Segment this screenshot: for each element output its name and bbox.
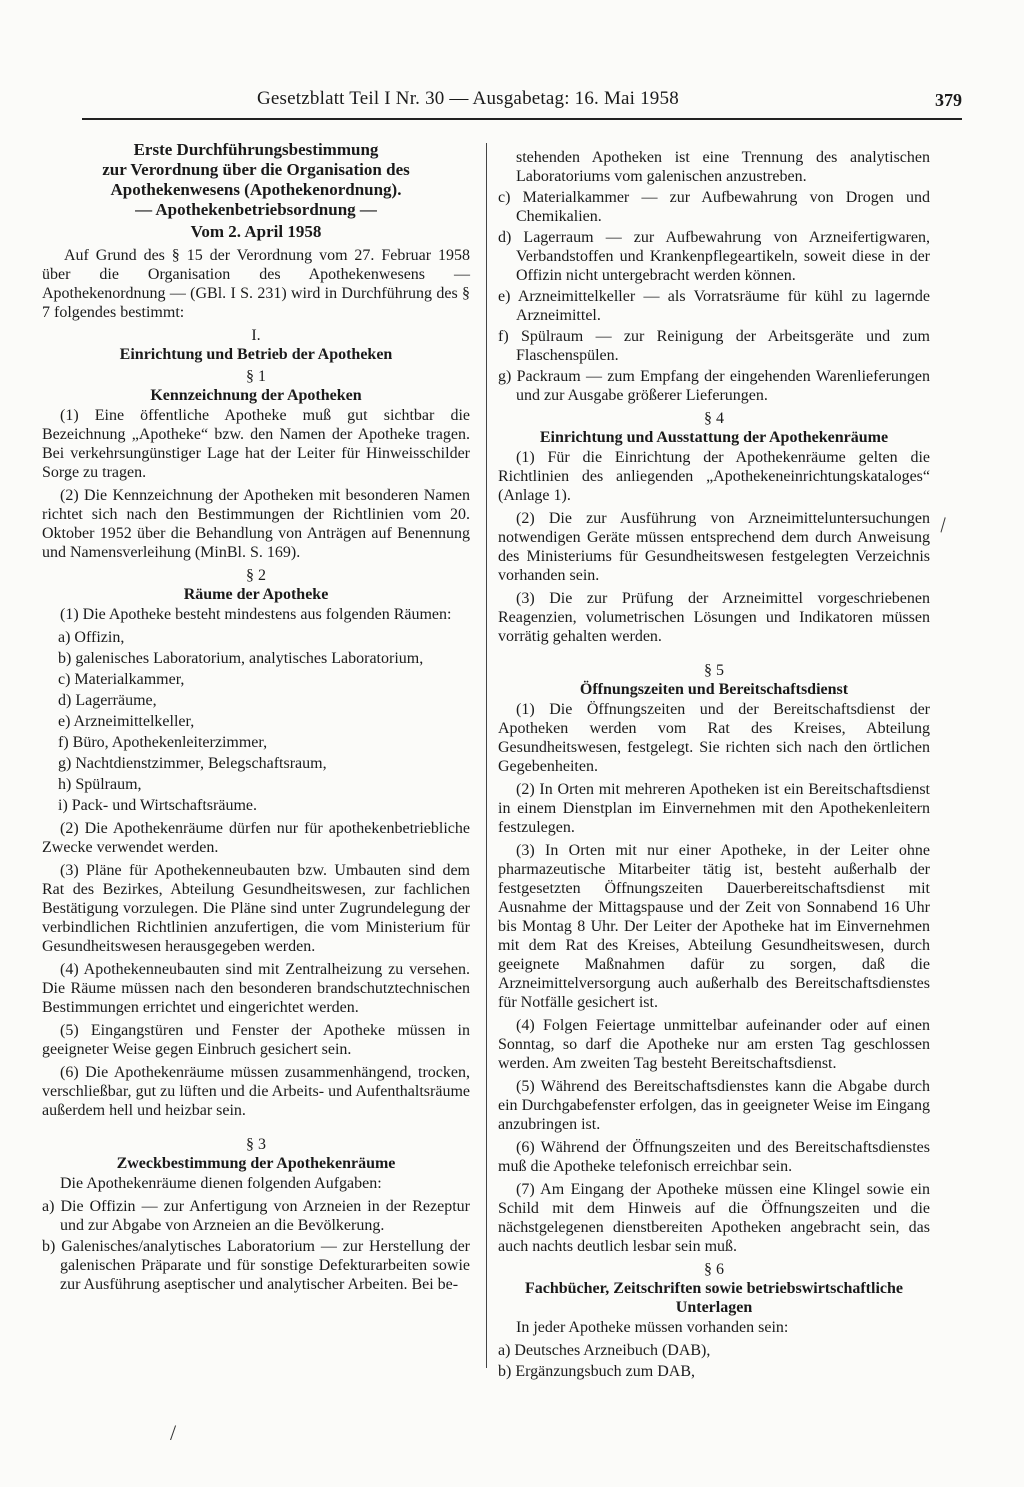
section-1-heading: Kennzeichnung der Apotheken <box>150 387 362 404</box>
margin-mark: \ <box>933 512 954 537</box>
column-divider <box>486 143 487 1368</box>
section-6-heading: Fachbücher, Zeitschriften sowie betriebswirtschaftliche Unterlagen <box>524 1280 903 1316</box>
list-item: c) Materialkammer — zur Aufbewahrung von Drogen und Chemikalien. <box>498 189 930 225</box>
page-header <box>82 88 962 120</box>
section-1-para-2: (2) Die Kennzeichnung der Apotheken mit besonderen Namen richtet sich nach den Bestimmungen der Richtlinien vom 20. Oktober 1952 über die Behandlung von Anträgen auf Benennung und Namensverleihung (MinBl. S. 169). <box>42 487 470 561</box>
list-item: i) Pack- und Wirtschaftsräume. <box>58 797 257 814</box>
section-3-heading: Zweckbestimmung der Apothekenräume <box>116 1155 396 1172</box>
list-item: a) Die Offizin — zur Anfertigung von Arzneien in der Rezeptur und zur Abgabe von Arzneien an die Bevölkerung. <box>42 1198 470 1234</box>
title-line-4: — Apothekenbetriebsordnung — <box>135 200 377 219</box>
section-5-para-6: (6) Während der Öffnungszeiten und des Bereitschaftsdienstes muß die Apotheke telefonisch erreichbar sein. <box>498 1139 930 1175</box>
section-5-para-5: (5) Während des Bereitschaftsdienstes kann die Abgabe durch ein Durchgabefenster erfolgen, das in geeigneter Weise im Eingang anzubringen ist. <box>498 1078 930 1133</box>
section-2-para-3: (3) Pläne für Apothekenneubauten bzw. Umbauten sind dem Rat des Bezirkes, Abteilung Gesundheitswesen, zur fachlichen Bestätigung vorzulegen. Die Pläne sind unter Zugrundelegung der verbindlichen Richtlinien anzufertigen, die vom Ministerium für Gesundheitswesen herausgegeben werden. <box>42 862 470 955</box>
section-5-number: § 5 <box>704 662 724 679</box>
list-item: a) Deutsches Arzneibuch (DAB), <box>498 1342 711 1359</box>
list-item: g) Nachtdienstzimmer, Belegschaftsraum, <box>58 755 327 772</box>
section-2-para-6: (6) Die Apothekenräume müssen zusammenhängend, trocken, verschließbar, gut zu lüften und die Arbeits- und Aufenthaltsräume außerdem hell und heizbar sein. <box>42 1064 470 1119</box>
list-item: e) Arzneimittelkeller — als Vorratsräume für kühl zu lagernde Arzneimittel. <box>498 288 930 324</box>
section-2-number: § 2 <box>246 567 266 584</box>
section-4-para-3: (3) Die zur Prüfung der Arzneimittel vorgeschriebenen Reagenzien, volumetrischen Lösungen und Indikatoren müssen vorrätig gehalten werden. <box>498 590 930 645</box>
section-4-para-2: (2) Die zur Ausführung von Arzneimitteluntersuchungen notwendigen Geräte müssen entsprechend dem durch Anweisung des Ministeriums für Gesundheitswesen festgelegten Verzeichnis vorhanden sein. <box>498 510 930 584</box>
section-5-para-3: (3) In Orten mit nur einer Apotheke, in der Leiter ohne pharmazeutische Mitarbeiter tätig ist, besteht außerhalb der festgesetzten Öffnungszeiten Dauerbereitschaftsdienst mit Ausnahme der Mittagspause und der Zeit von Sonnabend 16 Uhr bis Montag 8 Uhr. Der Leiter der Apotheke hat im Einvernehmen mit dem Rat des Kreises, Abteilung Gesundheitswesen, durch geeignete Maßnahmen dafür zu sorgen, daß die Arzneimittelversorgung auch außerhalb des Bereitschaftsdienstes für Notfälle gesichert ist. <box>498 842 930 1011</box>
section-3-list-left <box>42 1197 470 1294</box>
section-6-list <box>498 1341 930 1381</box>
list-item: b) Ergänzungsbuch zum DAB, <box>498 1363 695 1380</box>
margin-mark: / <box>170 1420 177 1445</box>
list-item: f) Büro, Apothekenleiterzimmer, <box>58 734 268 751</box>
title-line-3: Apothekenwesens (Apothekenordnung). <box>110 180 402 199</box>
section-5-para-4: (4) Folgen Feiertage unmittelbar aufeinander oder auf einen Sonntag, so darf die Apotheke nur am ersten Tag geschlossen werden. Am zweiten Tag besteht Bereitschaftsdienst. <box>498 1017 930 1072</box>
section-6-number: § 6 <box>704 1261 724 1278</box>
section-4-number: § 4 <box>704 410 724 427</box>
list-item: f) Spülraum — zur Reinigung der Arbeitsgeräte und zum Flaschenspülen. <box>498 328 930 364</box>
header-title: Gesetzblatt Teil I Nr. 30 — Ausgabetag: 16. Mai 1958 <box>257 88 679 109</box>
section-6-intro: In jeder Apotheke müssen vorhanden sein: <box>516 1319 789 1336</box>
list-item: a) Offizin, <box>58 629 125 646</box>
list-item: g) Packraum — zum Empfang der eingehenden Warenlieferungen und zur Ausgabe größerer Lieferungen. <box>498 368 930 404</box>
title-line-2: zur Verordnung über die Organisation des <box>102 160 410 179</box>
section-5-para-2: (2) In Orten mit mehreren Apotheken ist ein Bereitschaftsdienst in einem Dienstplan im Einvernehmen mit den Apothekenleitern festzulegen. <box>498 781 930 836</box>
list-item-continuation: stehenden Apotheken ist eine Trennung des analytischen Laboratoriums vom galenischen anzustreben. <box>516 149 930 185</box>
section-4-heading: Einrichtung und Ausstattung der Apothekenräume <box>539 429 889 446</box>
section-3-number: § 3 <box>246 1136 266 1153</box>
room-list <box>42 628 470 815</box>
section-3-intro: Die Apothekenräume dienen folgenden Aufgaben: <box>60 1175 382 1192</box>
section-5-heading: Öffnungszeiten und Bereitschaftsdienst <box>579 681 849 698</box>
list-item: h) Spülraum, <box>58 776 142 793</box>
list-item: e) Arzneimittelkeller, <box>58 713 195 730</box>
section-5-para-7: (7) Am Eingang der Apotheke müssen eine Klingel sowie ein Schild mit dem Hinweis auf die Öffnungszeiten und die nächstgelegenen dienstbereiten Apotheken angebracht sein, das auch nachts deutlich lesbar sein muß. <box>498 1181 930 1255</box>
section-2-para-5: (5) Eingangstüren und Fenster der Apotheke müssen in geeigneter Weise gegen Einbruch gesichert sein. <box>42 1022 470 1058</box>
section-3-list-right <box>498 148 930 405</box>
title-line-1: Erste Durchführungsbestimmung <box>133 140 379 159</box>
intro-paragraph: Auf Grund des § 15 der Verordnung vom 27. Februar 1958 über die Organisation des Apothekenwesens — Apothekenordnung — (GBl. I S. 231) wird in Durchführung des § 7 folgendes bestimmt: <box>42 247 470 321</box>
left-column <box>42 140 470 1298</box>
section-5-para-1: (1) Die Öffnungszeiten und der Bereitschaftsdienst der Apotheken werden vom Rat des Kreises, Abteilung Gesundheitswesen, festgelegt. Sie richten sich nach den örtlichen Gegebenheiten. <box>498 701 930 775</box>
document-title <box>42 140 470 242</box>
list-item: d) Lagerraum — zur Aufbewahrung von Arzneifertigwaren, Verbandstoffen und Krankenpflegeartikeln, soweit diese in der Offizin nicht untergebracht werden können. <box>498 229 930 284</box>
list-item: d) Lagerräume, <box>58 692 157 709</box>
list-item: b) galenisches Laboratorium, analytisches Laboratorium, <box>58 650 424 667</box>
page-number: 379 <box>935 90 962 110</box>
section-2-para-2: (2) Die Apothekenräume dürfen nur für apothekenbetriebliche Zwecke verwendet werden. <box>42 820 470 856</box>
section-1-number: § 1 <box>246 368 266 385</box>
part-heading: Einrichtung und Betrieb der Apotheken <box>119 346 393 363</box>
section-2-para-4: (4) Apothekenneubauten sind mit Zentralheizung zu versehen. Die Räume müssen nach den besonderen brandschutztechnischen Bestimmungen errichtet und eingerichtet werden. <box>42 961 470 1016</box>
section-2-para-1: (1) Die Apotheke besteht mindestens aus folgenden Räumen: <box>60 606 452 623</box>
part-numeral: I. <box>251 327 261 344</box>
list-item: b) Galenisches/analytisches Laboratorium — zur Herstellung der galenischen Präparate und für sonstige Defekturarbeiten sowie zur Ausführung aseptischer und analytischer Arbeiten. Bei be- <box>42 1238 470 1293</box>
section-2-heading: Räume der Apotheke <box>183 586 329 603</box>
section-4-para-1: (1) Für die Einrichtung der Apothekenräume gelten die Richtlinien des anliegenden „Apothekeneinrichtungskataloges“ (Anlage 1). <box>498 449 930 504</box>
list-item: c) Materialkammer, <box>58 671 185 688</box>
right-column <box>498 148 930 1385</box>
section-1-para-1: (1) Eine öffentliche Apotheke muß gut sichtbar die Bezeichnung „Apotheke“ bzw. den Namen der Apotheke tragen. Bei verkehrsungünstiger Lage hat der Leiter für Hinweisschilder Sorge zu tragen. <box>42 407 470 481</box>
title-date: Vom 2. April 1958 <box>190 222 322 241</box>
